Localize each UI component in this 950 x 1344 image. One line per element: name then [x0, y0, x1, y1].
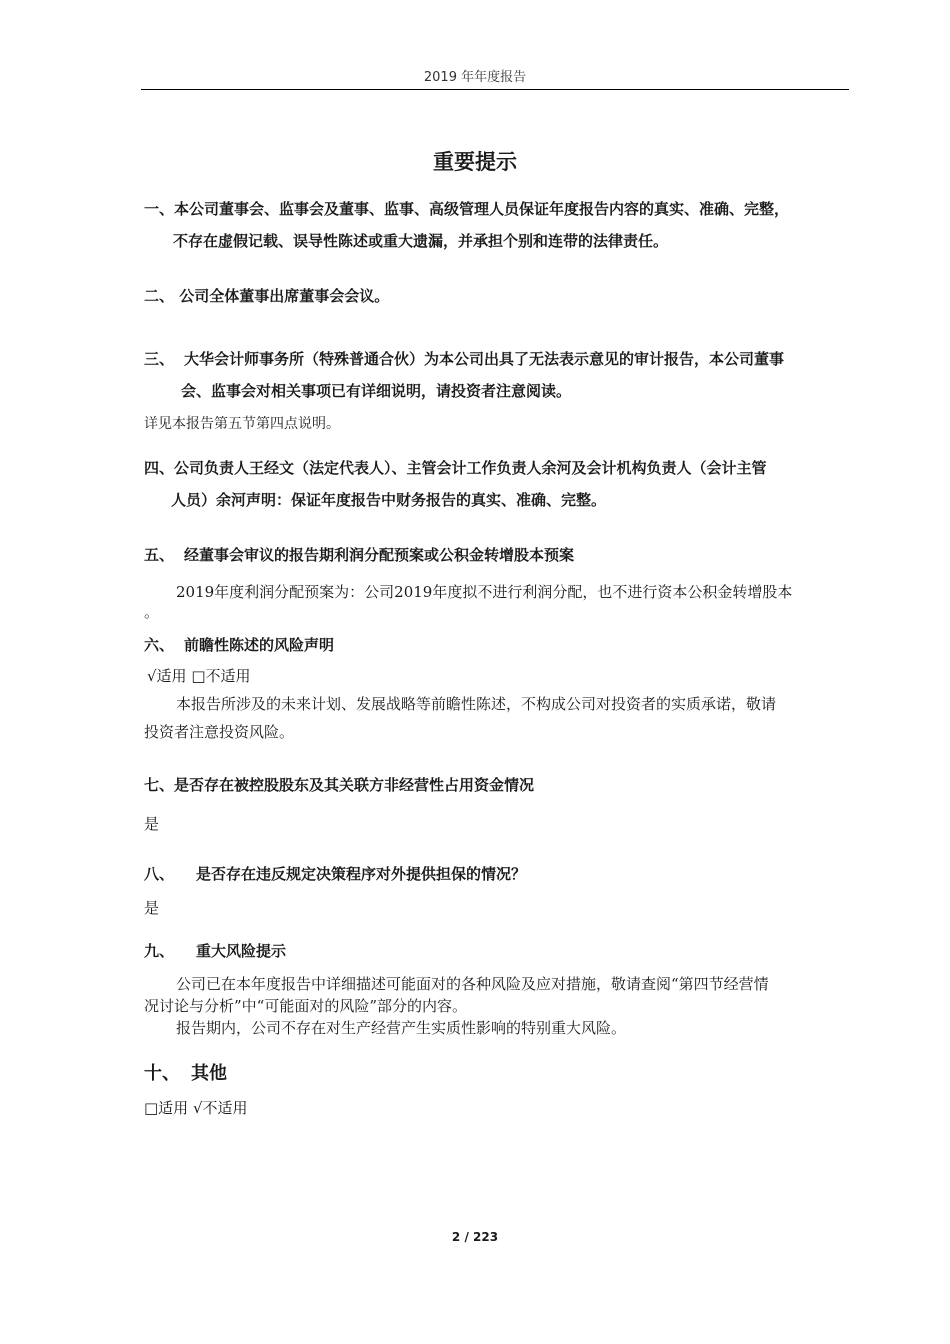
section-6-heading: 前瞻性陈述的风险声明: [184, 636, 335, 654]
page-number: 2 / 223: [451, 1230, 499, 1244]
section-9-body-2: 况讨论与分析”中“可能面对的风险”部分的内容。: [144, 997, 468, 1015]
section-3-line-2: 会、监事会对相关事项已有详细说明，请投资者注意阅读。: [181, 382, 572, 400]
section-8-heading: 是否存在违反规定决策程序对外提供担保的情况？: [196, 865, 527, 883]
section-8-answer: 是: [144, 899, 160, 917]
section-5-body-2: 。: [144, 603, 160, 621]
page-title: 重要提示: [433, 150, 517, 174]
section-5-heading: 经董事会审议的报告期利润分配预案或公积金转增股本预案: [184, 546, 575, 564]
section-7-heading: 七、是否存在被控股股东及其关联方非经营性占用资金情况: [144, 776, 535, 794]
section-3-number: 三、: [144, 350, 175, 368]
section-1-line-2: 不存在虚假记载、误导性陈述或重大遗漏，并承担个别和连带的法律责任。: [173, 232, 669, 250]
header-title: 2019 年年度报告: [423, 70, 527, 85]
section-10-options: □适用 √不适用: [144, 1099, 248, 1117]
section-9-body-1: 公司已在本年度报告中详细描述可能面对的各种风险及应对措施，敬请查阅“第四节经营情: [176, 975, 769, 993]
section-5-number: 五、: [144, 546, 175, 564]
section-4-line-2: 人员）余河声明：保证年度报告中财务报告的真实、准确、完整。: [171, 491, 607, 509]
section-6-body-1: 本报告所涉及的未来计划、发展战略等前瞻性陈述，不构成公司对投资者的实质承诺，敬请: [176, 695, 777, 713]
section-10-number: 十、: [144, 1063, 180, 1084]
section-4-line-1: 四、公司负责人王经文（法定代表人）、主管会计工作负责人余河及会计机构负责人（会计主管: [144, 459, 767, 477]
section-9-body-3: 报告期内，公司不存在对生产经营产生实质性影响的特别重大风险。: [176, 1019, 627, 1037]
section-10-heading: 其他: [191, 1063, 227, 1084]
section-2-line-1: 二、 公司全体董事出席董事会会议。: [144, 287, 390, 305]
section-8-number: 八、: [144, 865, 175, 883]
section-1-line-1: 一、本公司董事会、监事会及董事、监事、高级管理人员保证年度报告内容的真实、准确、完整，: [144, 200, 790, 218]
section-5-body-1: 2019年度利润分配预案为：公司2019年度拟不进行利润分配，也不进行资本公积金转增股本: [176, 583, 793, 601]
section-7-answer: 是: [144, 815, 160, 833]
section-6-body-2: 投资者注意投资风险。: [144, 723, 295, 741]
header-divider: [141, 89, 849, 90]
section-9-number: 九、: [144, 942, 175, 960]
section-6-number: 六、: [144, 636, 175, 654]
section-3-note: 详见本报告第五节第四点说明。: [144, 416, 340, 432]
section-3-line-1: 大华会计师事务所（特殊普通合伙）为本公司出具了无法表示意见的审计报告，本公司董事: [184, 350, 785, 368]
section-6-options: √适用 □不适用: [147, 667, 251, 685]
section-9-heading: 重大风险提示: [196, 942, 287, 960]
